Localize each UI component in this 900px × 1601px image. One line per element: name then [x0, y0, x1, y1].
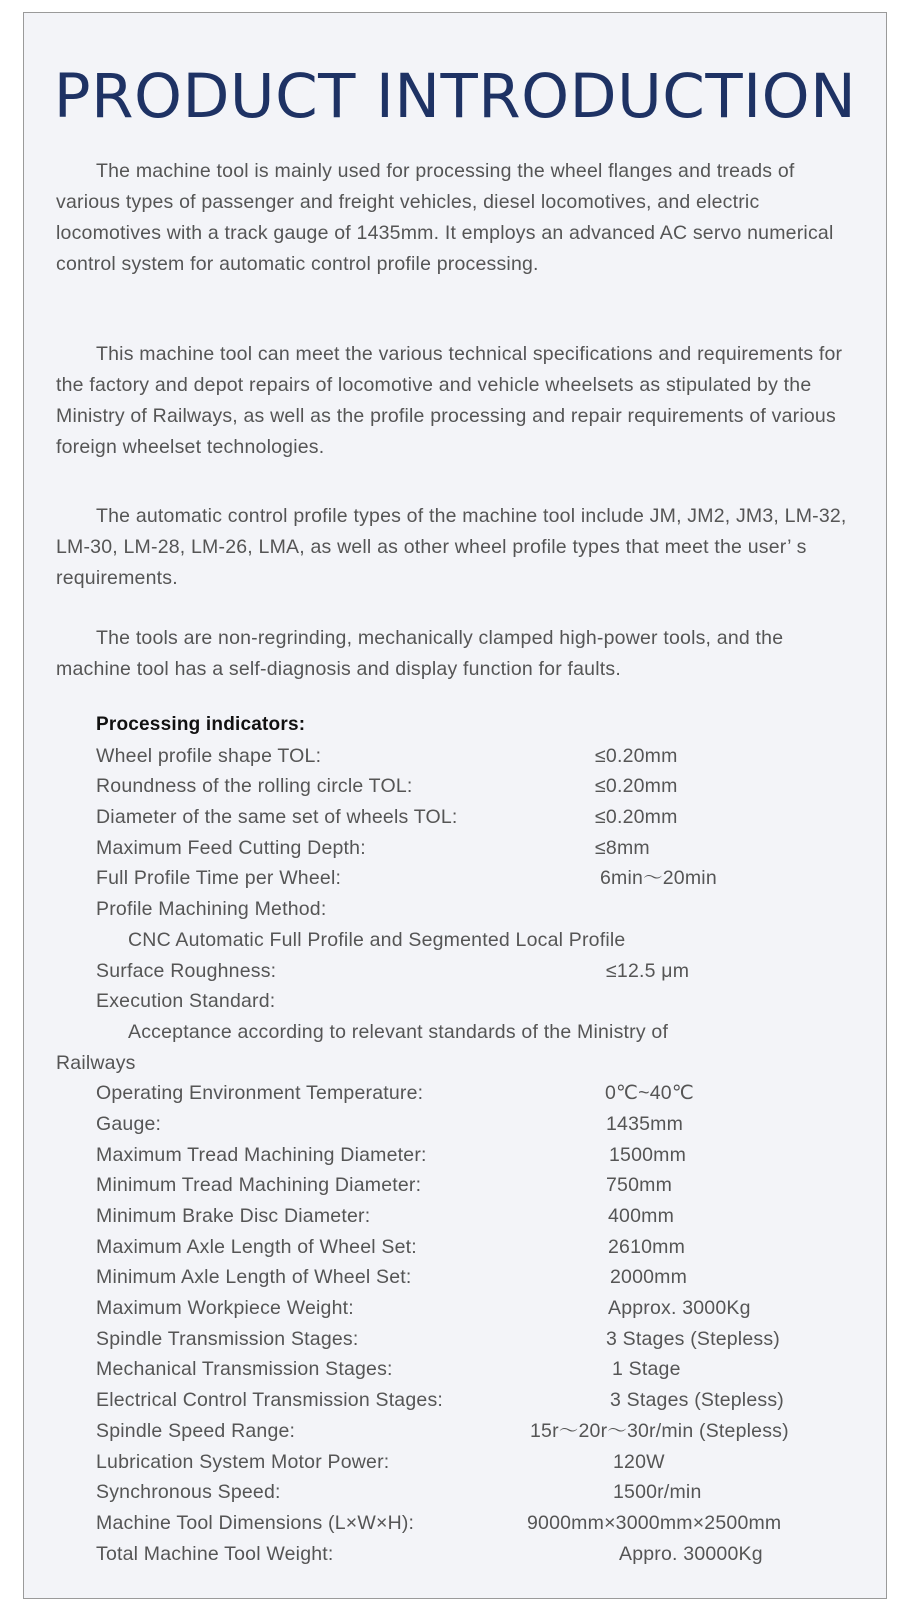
spec-value: 1500mm: [609, 1143, 687, 1166]
spec-value: 0℃~40℃: [605, 1082, 694, 1105]
spec-value: 3 Stages (Stepless): [606, 1327, 780, 1350]
spec-label: Minimum Tread Machining Diameter:: [96, 1174, 422, 1197]
spec-row-profile-shape-tol: [56, 741, 876, 772]
spec-row-spindle-stages: [56, 1324, 876, 1355]
spec-value: ≤12.5 μm: [606, 959, 690, 982]
spec-row-feed-cutting-depth: [56, 833, 876, 864]
spec-row-min-tread-diameter: [56, 1170, 876, 1201]
spec-value: 9000mm×3000mm×2500mm: [527, 1511, 782, 1534]
spec-row-roundness-tol: [56, 771, 876, 802]
spec-label: Machine Tool Dimensions (L×W×H):: [96, 1511, 415, 1534]
spec-value: 1500r/min: [613, 1481, 702, 1504]
intro-paragraph-tools: The tools are non-regrinding, mechanically clamped high-power tools, and the machine tool has a self-diagnosis and display function for faults.: [56, 627, 784, 680]
processing-indicators-list: [56, 710, 876, 1569]
spec-label: Execution Standard:: [96, 990, 276, 1013]
spec-label: Roundness of the rolling circle TOL:: [96, 775, 413, 798]
spec-row-synchronous-speed: [56, 1477, 876, 1508]
spec-label: Maximum Tread Machining Diameter:: [96, 1143, 427, 1166]
spec-value: 400mm: [608, 1205, 675, 1227]
intro-paragraph-specifications: This machine tool can meet the various technical specifications and requirements for the factory and depot repairs of locomotive and vehicle wheelsets as stipulated by the Ministry of Railways, as well as the profile processing and repair requirements of various foreign wheelset technologies.: [56, 343, 843, 458]
intro-paragraph-usage: The machine tool is mainly used for processing the wheel flanges and treads of various types of passenger and freight vehicles, diesel locomotives, and electric locomotives with a track gauge of 1435mm. It employs an advanced AC servo numerical control system for automatic control profile processing.: [56, 160, 834, 275]
spec-machining-method-detail: CNC Automatic Full Profile and Segmented Local Profile: [128, 928, 626, 951]
spec-label: Lubrication System Motor Power:: [96, 1450, 390, 1473]
spec-row-lubrication-power: [56, 1447, 876, 1478]
spec-label: Diameter of the same set of wheels TOL:: [96, 806, 458, 829]
spec-row-max-workpiece-weight: [56, 1293, 876, 1324]
spec-label: Total Machine Tool Weight:: [96, 1542, 334, 1565]
spec-label: Minimum Brake Disc Diameter:: [96, 1205, 371, 1227]
spec-label: Operating Environment Temperature:: [96, 1082, 424, 1105]
spec-label: Spindle Transmission Stages:: [96, 1327, 359, 1350]
spec-row-total-weight: [56, 1539, 876, 1570]
spec-value: 15r～20r～30r/min (Stepless): [530, 1419, 789, 1442]
spec-value: ≤0.20mm: [595, 775, 678, 798]
spec-value: ≤8mm: [595, 836, 650, 859]
page-title: PRODUCT INTRODUCTION: [53, 61, 857, 132]
spec-label: Minimum Axle Length of Wheel Set:: [96, 1266, 412, 1289]
spec-value: Appro. 30000Kg: [619, 1542, 763, 1565]
spec-label: Spindle Speed Range:: [96, 1419, 296, 1442]
spec-row-mechanical-stages: [56, 1354, 876, 1385]
spec-row-min-axle-length: [56, 1262, 876, 1293]
spec-value: 750mm: [606, 1174, 673, 1197]
spec-label: Maximum Axle Length of Wheel Set:: [96, 1235, 417, 1258]
spec-value: 1435mm: [606, 1112, 684, 1135]
spec-row-profile-time: [56, 863, 876, 894]
spec-row-min-brake-disc-diameter: [56, 1201, 876, 1232]
spec-row-gauge: [56, 1109, 876, 1140]
spec-value: 6min～20min: [600, 867, 717, 890]
spec-value: 2000mm: [610, 1266, 688, 1289]
spec-label: Mechanical Transmission Stages:: [96, 1358, 393, 1381]
processing-indicators-heading: Processing indicators:: [96, 714, 306, 735]
spec-value: 1 Stage: [612, 1358, 681, 1381]
spec-label: Maximum Feed Cutting Depth:: [96, 836, 366, 859]
spec-value: ≤0.20mm: [595, 806, 678, 829]
spec-row-machining-method: [56, 894, 876, 925]
spec-label: Synchronous Speed:: [96, 1481, 281, 1504]
spec-label: Profile Machining Method:: [96, 898, 327, 921]
spec-execution-standard-detail: Acceptance according to relevant standards of the Ministry of: [128, 1020, 669, 1043]
spec-label: Wheel profile shape TOL:: [96, 744, 322, 767]
spec-row-dimensions: [56, 1508, 876, 1539]
spec-row-max-tread-diameter: [56, 1140, 876, 1171]
spec-row-surface-roughness: [56, 956, 876, 987]
spec-row-electrical-stages: [56, 1385, 876, 1416]
spec-row-operating-temperature: [56, 1078, 876, 1109]
intro-paragraph-profile-types: The automatic control profile types of the machine tool include JM, JM2, JM3, LM-32, LM-30, LM-28, LM-26, LMA, as well as other wheel profile types that meet the user’ s requirements.: [56, 505, 847, 589]
spec-label: Surface Roughness:: [96, 959, 277, 982]
spec-value: Approx. 3000Kg: [608, 1297, 751, 1320]
spec-label: Gauge:: [96, 1112, 162, 1135]
spec-row-diameter-tol: [56, 802, 876, 833]
spec-row-max-axle-length: [56, 1232, 876, 1263]
spec-value: ≤0.20mm: [595, 744, 678, 767]
intro-panel: [23, 12, 887, 1599]
spec-value: 3 Stages (Stepless): [610, 1389, 784, 1412]
spec-row-spindle-speed-range: [56, 1416, 876, 1447]
spec-row-execution-standard: [56, 986, 876, 1017]
spec-label: Full Profile Time per Wheel:: [96, 867, 342, 890]
spec-label: Maximum Workpiece Weight:: [96, 1297, 354, 1320]
spec-value: 120W: [613, 1450, 665, 1473]
spec-label: Electrical Control Transmission Stages:: [96, 1389, 444, 1412]
spec-execution-standard-detail-cont: Railways: [56, 1051, 136, 1074]
spec-value: 2610mm: [608, 1235, 686, 1258]
